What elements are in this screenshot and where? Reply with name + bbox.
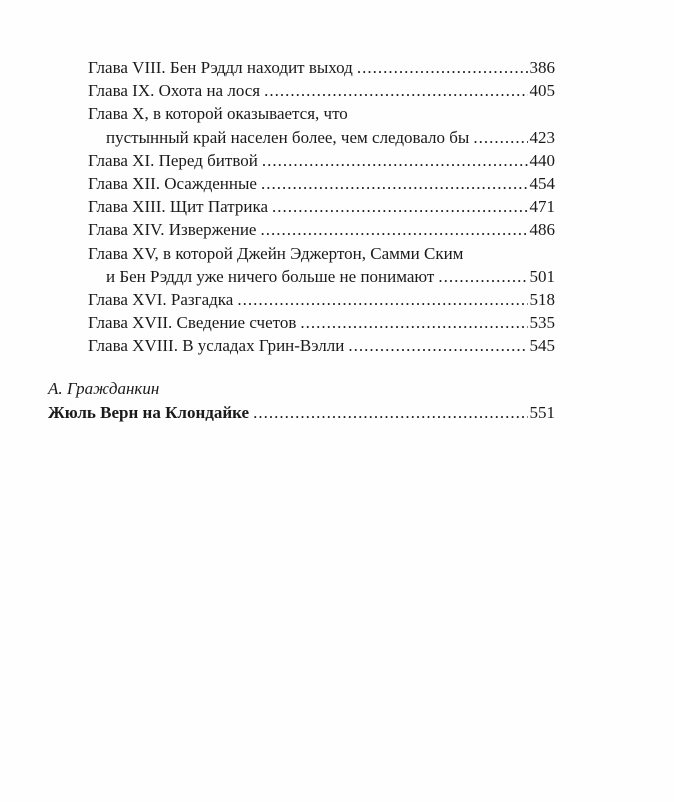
afterword-title: Жюль Верн на Клондайке xyxy=(48,403,250,422)
dot-leader xyxy=(262,149,528,172)
toc-entry-title: Глава VIII. Бен Рэддл находит выход xyxy=(88,58,353,77)
toc-entry-page: 405 xyxy=(529,81,555,101)
toc-entry xyxy=(88,311,555,334)
toc-entry-title-line2: и Бен Рэддл уже ничего больше не понимают xyxy=(106,266,435,286)
afterword-author: А. Гражданкин xyxy=(48,379,160,398)
dot-leader xyxy=(473,126,527,149)
toc-entry-page: 518 xyxy=(529,290,555,310)
dot-leader xyxy=(253,401,527,425)
toc-entry-title: Глава XVI. Разгадка xyxy=(88,290,234,310)
toc-entry xyxy=(88,102,555,148)
toc-entry-page: 471 xyxy=(529,197,555,217)
toc-entry-page: 440 xyxy=(529,150,555,170)
dot-leader xyxy=(300,311,527,334)
toc-entry-title-line2: пустынный край населен более, чем следовало бы xyxy=(106,127,470,147)
toc-entry xyxy=(88,218,555,241)
toc-entry-title: Глава IX. Охота на лося xyxy=(88,81,261,101)
toc-entry-page: 486 xyxy=(529,220,555,240)
dot-leader xyxy=(264,79,527,102)
toc-entry-title-line1: Глава X, в которой оказывается, что xyxy=(88,104,348,124)
toc-entry xyxy=(88,56,555,79)
toc-entry xyxy=(88,242,555,288)
toc-entry-page: 545 xyxy=(529,336,555,356)
toc-entry xyxy=(48,401,555,425)
table-of-contents xyxy=(88,56,555,358)
toc-entry-title: Глава XII. Осажденные xyxy=(88,174,257,194)
toc-entry xyxy=(88,288,555,311)
toc-entry-page: 501 xyxy=(529,266,555,286)
afterword-section xyxy=(48,377,555,425)
toc-entry-title-line1: Глава XV, в которой Джейн Эджертон, Самми Ским xyxy=(88,243,464,263)
dot-leader xyxy=(237,288,527,311)
toc-entry-page: 454 xyxy=(529,174,555,194)
dot-leader xyxy=(260,218,527,241)
toc-entry xyxy=(88,172,555,195)
toc-entry xyxy=(88,79,555,102)
toc-entry-title: Глава XIII. Щит Патрика xyxy=(88,197,269,217)
dot-leader xyxy=(357,56,528,79)
dot-leader xyxy=(261,172,528,195)
toc-entry-title: Глава XVII. Сведение счетов xyxy=(88,313,297,333)
dot-leader xyxy=(272,195,527,218)
toc-entry-page: 386 xyxy=(529,58,555,77)
dot-leader xyxy=(348,334,527,357)
toc-entry xyxy=(88,334,555,357)
toc-entry-title: Глава XVIII. В усладах Грин-Вэлли xyxy=(88,336,345,356)
toc-entry-title: Глава XIV. Извержение xyxy=(88,220,257,240)
afterword-page: 551 xyxy=(529,403,555,422)
dot-leader xyxy=(438,265,527,288)
toc-entry xyxy=(88,149,555,172)
toc-entry-title: Глава XI. Перед битвой xyxy=(88,150,258,170)
toc-entry-page: 423 xyxy=(529,127,555,147)
toc-entry-page: 535 xyxy=(529,313,555,333)
toc-entry xyxy=(88,195,555,218)
